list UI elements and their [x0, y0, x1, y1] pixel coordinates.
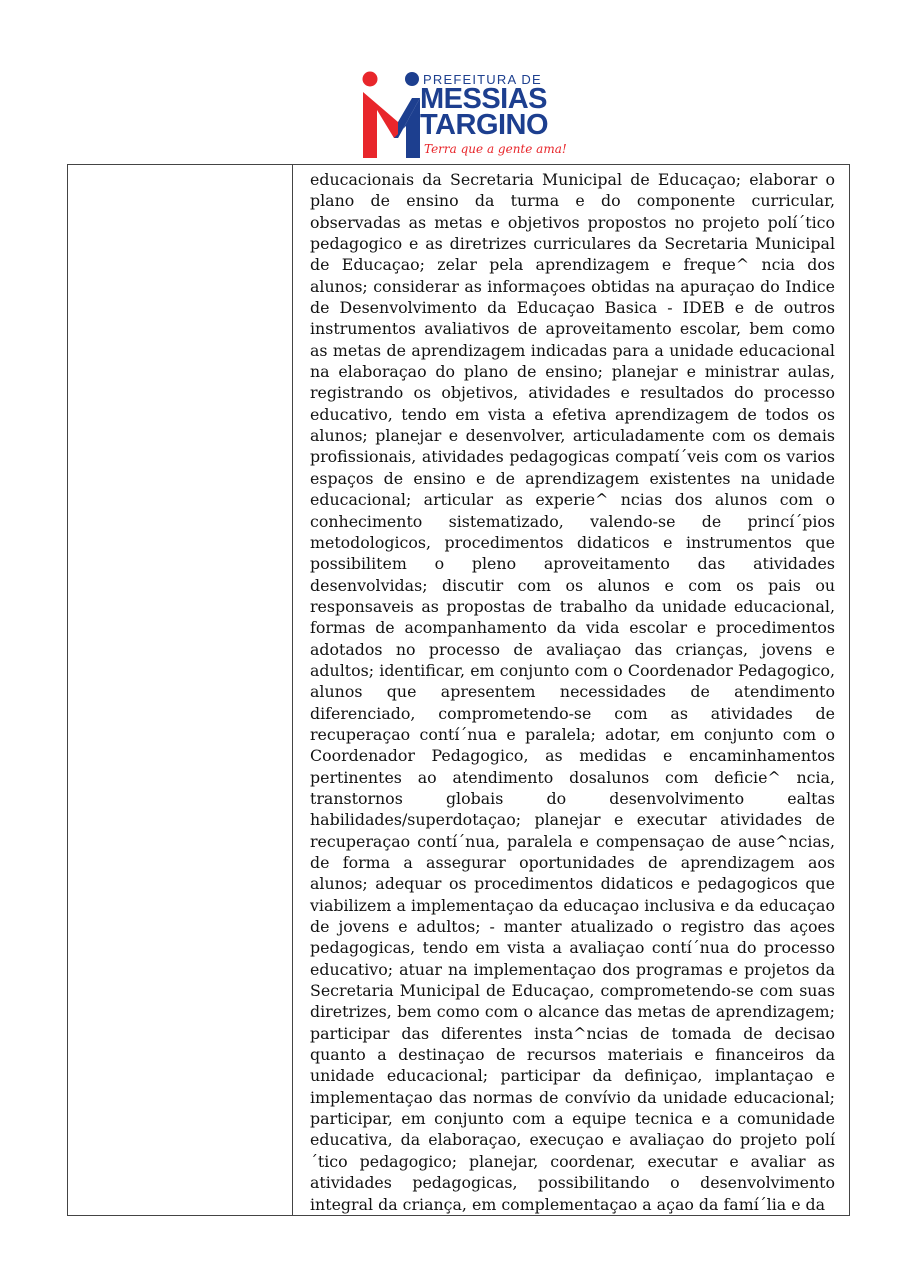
right-cell	[293, 165, 850, 1216]
body-paragraph: educacionais da Secretaria Municipal de Educaçao; elaborar o plano de ensino da turma e do componente curricular, observadas as metas e objetivos propostos no projeto polí´tico pedagogico e as diretrizes curriculares da Secretaria Municipal de Educaçao; zelar pela aprendizagem e freque^ ncia dos alunos; considerar as informaçoes obtidas na apuraçao do Indice de Desenvolvimento da Educaçao Basica - IDEB e de outros instrumentos avaliativos de aproveitamento escolar, bem como as metas de aprendizagem indicadas para a unidade educacional na elaboraçao do plano de ensino; planejar e ministrar aulas, registrando os objetivos, atividades e resultados do processo educativo, tendo em vista a efetiva aprendizagem de todos os alunos; planejar e desenvolver, articuladamente com os demais profissionais, atividades pedagogicas compatí´veis com os varios espaços de ensino e de aprendizagem existentes na unidade educacional; articular as experie^ ncias dos alunos com o conhecimento sistematizado, valendo-se de princí´pios metodologicos, procedimentos didaticos e instrumentos que possibilitem o pleno aproveitamento das atividades desenvolvidas; discutir com os alunos e com os pais ou responsaveis as propostas de trabalho da unidade educacional, formas de acompanhamento da vida escolar e procedimentos adotados no processo de avaliaçao das crianças, jovens e adultos; identificar, em conjunto com o Coordenador Pedagogico, alunos que apresentem necessidades de atendimento diferenciado, comprometendo-se com as atividades de recuperaçao contí´nua e paralela; adotar, em conjunto com o Coordenador Pedagogico, as medidas e encaminhamentos pertinentes ao atendimento dosalunos com deficie^ ncia, transtornos globais do desenvolvimento ealtas habilidades/superdotaçao; planejar e executar atividades de recuperaçao contí´nua, paralela e compensaçao de ause^ncias, de forma a assegurar oportunidades de aprendizagem aos alunos; adequar os procedimentos didaticos e pedagogicos que viabilizem a implementaçao da educaçao inclusiva e da educaçao de jovens e adultos; - manter atualizado o registro das açoes pedagogicas, tendo em vista a avaliaçao contí´nua do processo educativo; atuar na implementaçao dos programas e projetos da Secretaria Municipal de Educaçao, comprometendo-se com suas diretrizes, bem como com o alcance das metas de aprendizagem; participar das diferentes insta^ncias de tomada de decisao quanto a destinaçao de recursos materiais e financeiros da unidade educacional; participar da definiçao, implantaçao e implementaçao das normas de convívio da unidade educacional; participar, em conjunto com a equipe tecnica e a comunidade educativa, da elaboraçao, execuçao e avaliaçao do projeto polí´tico pedagogico; planejar, coordenar, executar e avaliar as atividades pedagogicas, possibilitando o desenvolvimento integral da criança, em complementaçao a açao da famí´lia e da	[310, 170, 835, 1214]
table-row	[68, 165, 850, 1216]
document-table	[67, 164, 850, 1216]
logo-slogan: Terra que a gente ama!	[424, 142, 567, 156]
logo-messias-text: MESSIAS	[420, 83, 548, 115]
prefeitura-logo	[360, 70, 567, 162]
logo-prefeitura-text: PREFEITURA DE	[423, 72, 542, 87]
left-cell	[68, 165, 293, 1216]
logo-targino-text: TARGINO	[420, 109, 549, 141]
